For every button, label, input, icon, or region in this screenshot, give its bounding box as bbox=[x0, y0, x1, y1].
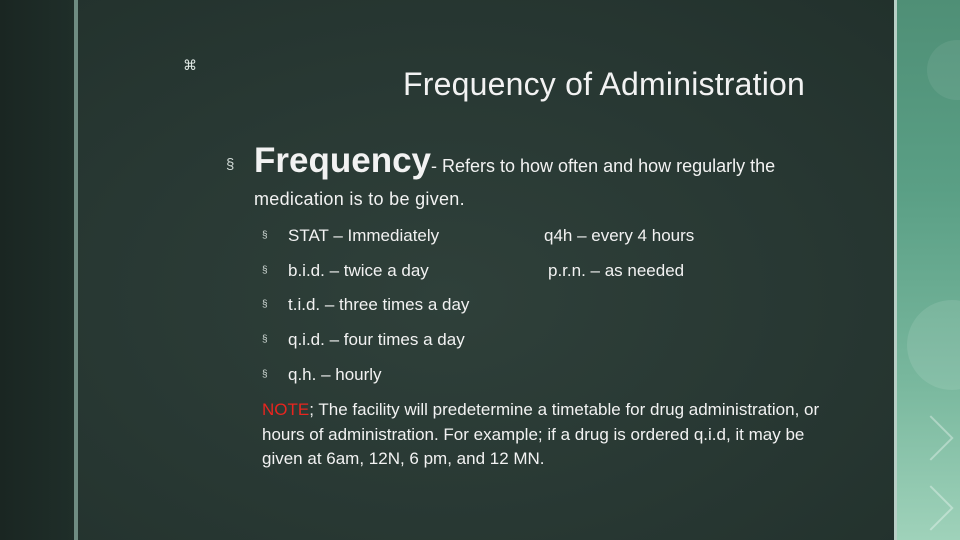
list-item: q.h. – hourly bbox=[288, 365, 382, 384]
left-decor-band bbox=[0, 0, 74, 540]
bullet-icon: § bbox=[226, 156, 235, 173]
note-text: ; The facility will predetermine a timetable for drug administration, or hours of administration. For example; if a drug is ordered q.i.d, it may be given at 6am, 12N, 6 pm, and 12 MN. bbox=[262, 400, 820, 468]
bullet-icon: § bbox=[262, 265, 268, 276]
slide-title: Frequency of Administration bbox=[403, 66, 806, 102]
list-item: b.i.d. – twice a day bbox=[288, 261, 429, 280]
note-paragraph bbox=[262, 398, 822, 472]
list-item: q.i.d. – four times a day bbox=[288, 330, 465, 349]
list-item: q4h – every 4 hours bbox=[544, 226, 695, 245]
chevron-decor-icon bbox=[908, 485, 953, 530]
list-item: t.i.d. – three times a day bbox=[288, 295, 470, 314]
bullet-icon: § bbox=[262, 230, 268, 241]
bullet-icon: § bbox=[262, 369, 268, 380]
decor-circle bbox=[927, 40, 960, 100]
bullet-icon: § bbox=[262, 299, 268, 310]
right-decor-band bbox=[897, 0, 960, 540]
command-icon: ⌘ bbox=[183, 57, 197, 73]
decor-circle bbox=[907, 300, 960, 390]
bullet-icon: § bbox=[262, 334, 268, 345]
lead-paragraph bbox=[254, 141, 854, 181]
list-item: STAT – Immediately bbox=[288, 226, 440, 245]
note-label: NOTE bbox=[262, 400, 310, 419]
list-item: p.r.n. – as needed bbox=[548, 261, 685, 280]
lead-paragraph-continued: medication is to be given. bbox=[254, 189, 465, 209]
lead-definition: - Refers to how often and how regularly the bbox=[431, 156, 776, 176]
lead-term: Frequency bbox=[254, 141, 431, 180]
chevron-decor-icon bbox=[908, 415, 953, 460]
